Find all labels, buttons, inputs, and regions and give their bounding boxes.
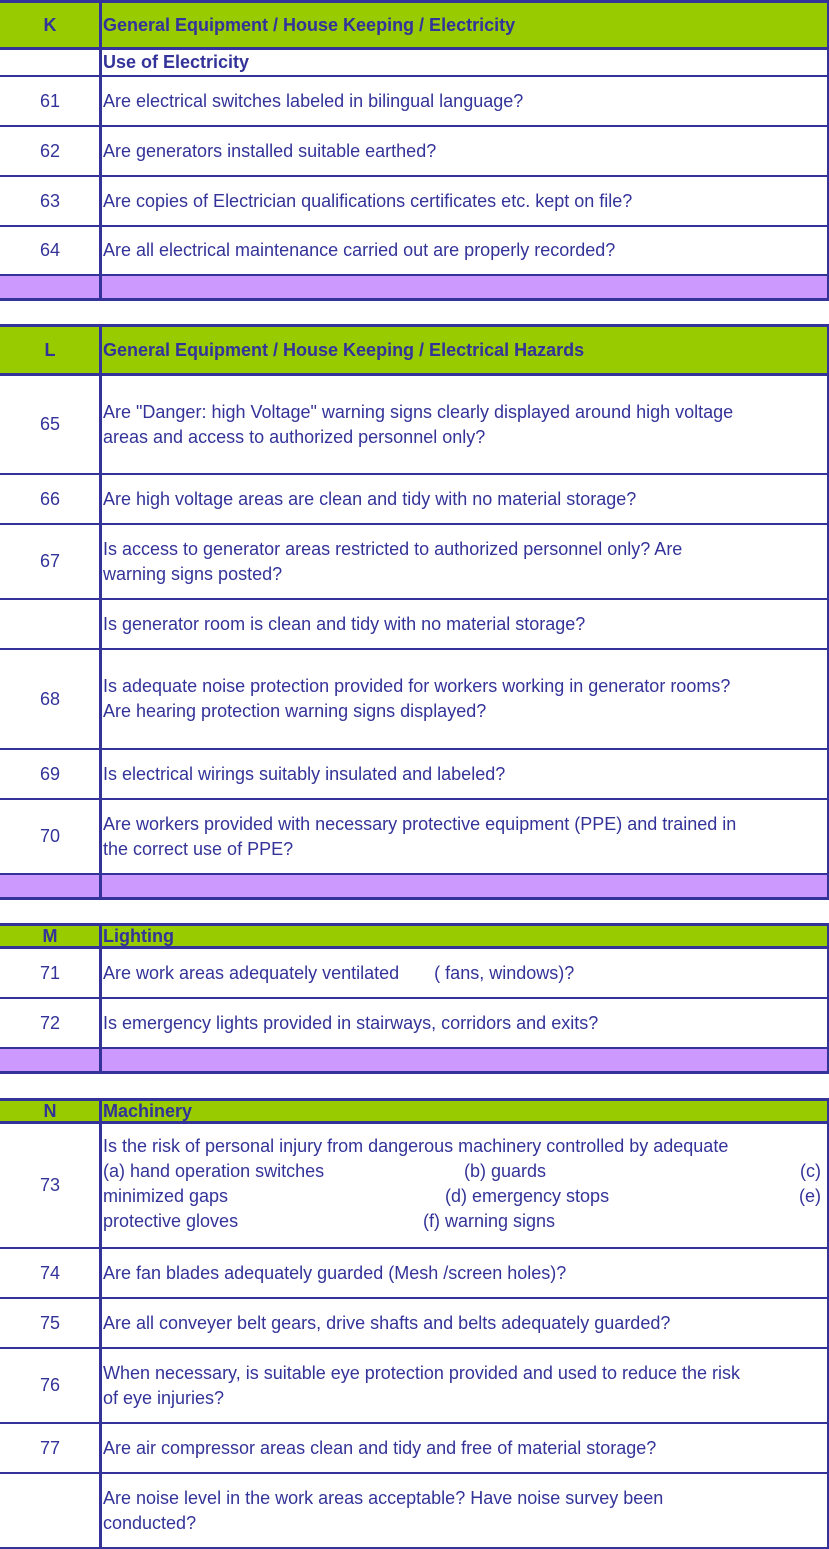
item-question: Is generator room is clean and tidy with no material storage? — [103, 613, 586, 634]
item-question: Are work areas adequately ventilated ( fans, windows)? — [103, 962, 575, 983]
item-number: 70 — [39, 826, 61, 846]
item-question: Is emergency lights provided in stairways, corridors and exits? — [103, 1012, 599, 1033]
table-row — [0, 750, 829, 800]
option-b: (b) guards — [464, 1161, 547, 1181]
option-a: (a) hand operation switches — [103, 1161, 325, 1181]
item-question: Are fan blades adequately guarded (Mesh /screen holes)? — [103, 1262, 567, 1283]
section-title: Lighting — [103, 925, 174, 946]
item-number: 64 — [39, 240, 61, 260]
section-k-filler — [0, 276, 829, 301]
item-question-line: When necessary, is suitable eye protection provided and used to reduce the risk — [103, 1362, 741, 1383]
item-question-line: Are workers provided with necessary protective equipment (PPE) and trained in — [103, 813, 737, 834]
section-n-header — [0, 1098, 829, 1124]
table-row — [0, 475, 829, 525]
section-code: L — [44, 339, 56, 360]
table-row — [0, 600, 829, 650]
table-row — [0, 800, 829, 875]
item-question-line: Are hearing protection warning signs displayed? — [103, 701, 487, 721]
item-question — [103, 800, 821, 873]
section-l-header — [0, 324, 829, 376]
item-number: 72 — [39, 1012, 61, 1033]
item-question — [103, 1134, 821, 1234]
table-row — [0, 525, 829, 600]
option-d: (d) emergency stops — [445, 1186, 610, 1206]
item-question: Are electrical switches labeled in bilingual language? — [103, 90, 524, 111]
item-question: Are high voltage areas are clean and tidy with no material storage? — [103, 488, 637, 509]
item-number: 68 — [39, 688, 61, 709]
table-row — [0, 999, 829, 1049]
item-number: 74 — [39, 1262, 61, 1283]
table-row — [0, 1349, 829, 1424]
item-number — [0, 600, 100, 648]
table-row — [0, 1124, 829, 1249]
section-title: General Equipment / House Keeping / Electricity — [103, 14, 516, 35]
item-question-line: Is adequate noise protection provided for workers working in generator rooms? — [103, 676, 731, 696]
item-question: Is electrical wirings suitably insulated and labeled? — [103, 763, 506, 784]
item-question-line: warning signs posted? — [103, 563, 283, 584]
item-number: 61 — [39, 90, 61, 111]
section-subtitle: Use of Electricity — [103, 52, 250, 72]
item-question-line: areas and access to authorized personnel only? — [103, 426, 486, 447]
item-question-line: Are noise level in the work areas acceptable? Have noise survey been — [103, 1487, 664, 1508]
table-row — [0, 376, 829, 475]
item-question-line: conducted? — [103, 1512, 197, 1533]
section-title: Machinery — [103, 1100, 193, 1121]
item-question-line: Is access to generator areas restricted to authorized personnel only? Are — [103, 538, 683, 559]
item-question: Are generators installed suitable earthed? — [103, 140, 437, 161]
item-question — [103, 1349, 821, 1422]
section-l-filler — [0, 875, 829, 900]
section-code: K — [43, 14, 57, 35]
section-m-header — [0, 923, 829, 949]
option-e-label: (e) — [799, 1186, 821, 1206]
option-c-text: minimized gaps — [103, 1186, 229, 1206]
section-m-filler — [0, 1049, 829, 1074]
item-question: Are copies of Electrician qualifications certificates etc. kept on file? — [103, 190, 633, 211]
section-title: General Equipment / House Keeping / Electrical Hazards — [103, 339, 585, 360]
item-number: 63 — [39, 190, 61, 211]
item-number: 77 — [39, 1437, 61, 1458]
table-row — [0, 1299, 829, 1349]
item-number: 67 — [39, 551, 61, 571]
item-question-line: Is the risk of personal injury from dangerous machinery controlled by adequate — [103, 1136, 729, 1156]
section-k-header — [0, 0, 829, 50]
section-code: N — [43, 1100, 57, 1121]
item-number: 73 — [39, 1175, 61, 1195]
table-row — [0, 127, 829, 177]
item-number: 75 — [39, 1312, 61, 1333]
item-number: 71 — [39, 962, 61, 983]
option-f: (f) warning signs — [423, 1211, 556, 1231]
table-row — [0, 1424, 829, 1474]
table-row — [0, 949, 829, 999]
item-number: 66 — [39, 488, 61, 509]
item-question: Are all conveyer belt gears, drive shafts and belts adequately guarded? — [103, 1312, 671, 1333]
item-number: 65 — [39, 414, 61, 434]
table-row — [0, 1474, 829, 1549]
section-code: M — [42, 925, 58, 946]
item-question-line: of eye injuries? — [103, 1387, 225, 1408]
section-k-subtitle-row — [0, 50, 829, 77]
item-question-line: Are "Danger: high Voltage" warning signs clearly displayed around high voltage — [103, 401, 734, 422]
item-question — [103, 525, 821, 598]
item-number — [0, 1474, 100, 1547]
item-number: 76 — [39, 1375, 61, 1395]
table-row — [0, 650, 829, 750]
item-number: 62 — [39, 140, 61, 161]
table-row — [0, 1249, 829, 1299]
item-question — [103, 1474, 821, 1547]
table-row — [0, 77, 829, 127]
item-number: 69 — [39, 763, 61, 784]
item-question: Are air compressor areas clean and tidy and free of material storage? — [103, 1437, 657, 1458]
table-row — [0, 177, 829, 227]
item-question — [103, 650, 821, 748]
item-question-line: the correct use of PPE? — [103, 838, 294, 859]
item-question: Are all electrical maintenance carried out are properly recorded? — [103, 240, 616, 260]
item-question — [103, 376, 821, 473]
table-row — [0, 227, 829, 276]
option-c-label: (c) — [800, 1161, 821, 1181]
option-e-text: protective gloves — [103, 1211, 239, 1231]
